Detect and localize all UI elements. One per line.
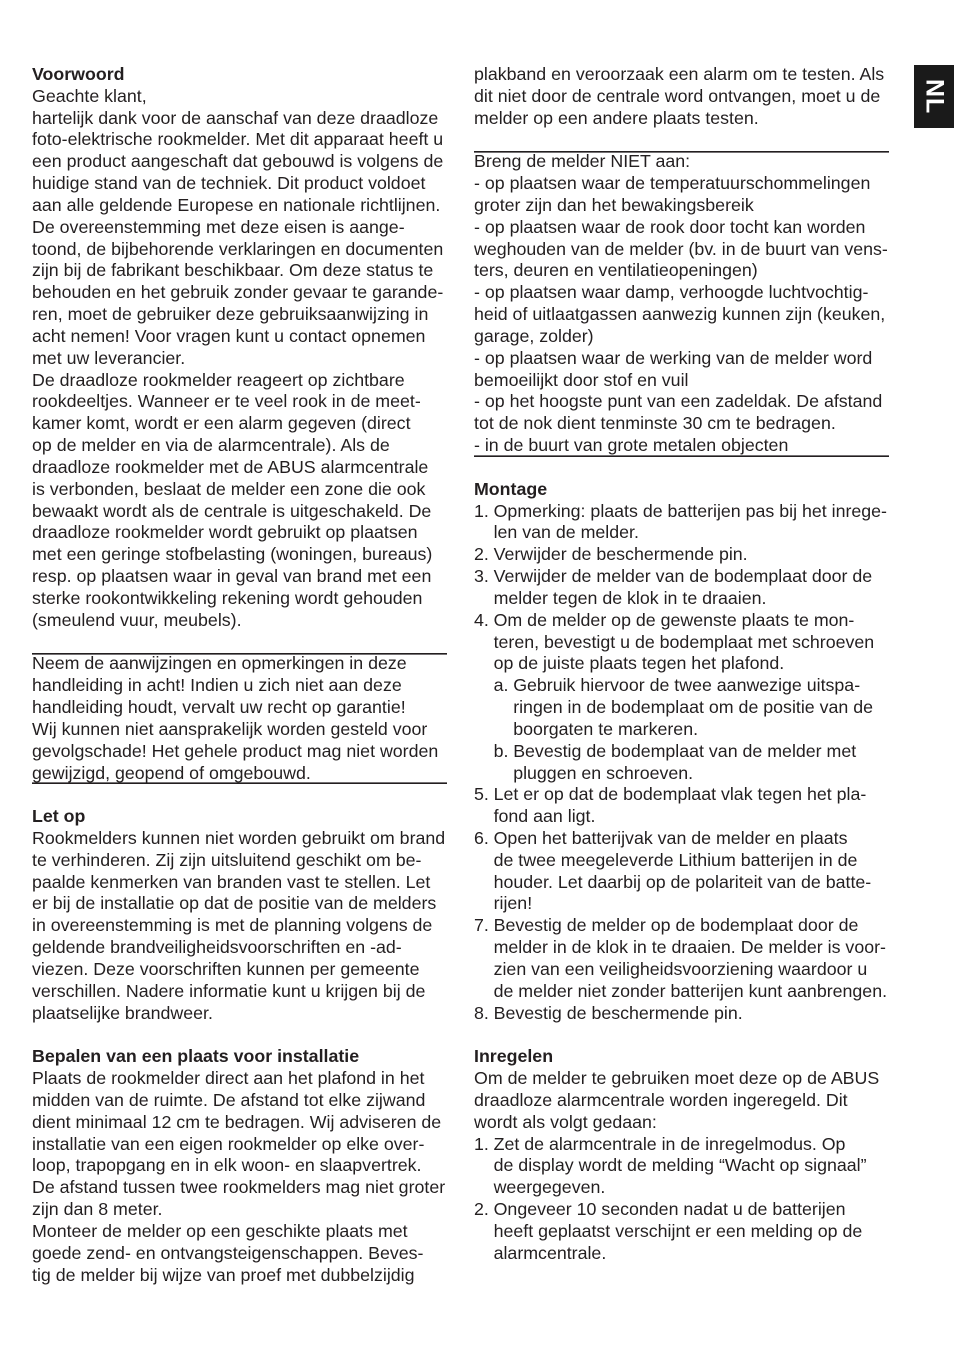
warranty-notice-box — [32, 653, 447, 784]
text-line: Verwijder de melder van de bodemplaat door de — [493, 566, 873, 587]
text-line: Zet de alarmcentrale in de inregelmodus. Op — [493, 1133, 846, 1154]
text-line: foto-elektrische rookmelder. Met dit apparaat heeft u — [32, 129, 444, 150]
list-item — [474, 1134, 889, 1199]
voorwoord-function-paragraph — [32, 370, 447, 632]
text-line: geldende brandveiligheidsvoorschriften en -ad- — [32, 937, 402, 958]
text-line: ringen in de bodemplaat om de positie van de — [513, 697, 874, 718]
text-line: te verhinderen. Zij zijn uitsluitend geschikt om be- — [32, 849, 422, 870]
text-line: installatie van een eigen rookmelder op elke over- — [32, 1133, 425, 1154]
list-item-number: 8. — [474, 1002, 489, 1023]
text-line: wordt als volgt gedaan: — [474, 1111, 657, 1132]
text-line: rookdeeltjes. Wanneer er te veel rook in de meet- — [32, 391, 421, 412]
text-line: Om de melder op de gewenste plaats te mon- — [493, 609, 855, 630]
do-not-install-item — [474, 217, 889, 282]
text-line: toond, de bijbehorende verklaringen en documenten — [32, 238, 444, 259]
list-item-number: 1. — [474, 1133, 489, 1154]
text-line: er bij de installatie op dat de positie van de melders — [32, 893, 437, 914]
voorwoord-intro-paragraph — [32, 108, 447, 370]
do-not-install-item — [474, 173, 889, 217]
installation-location-heading: Bepalen van een plaats voor installatie — [32, 1046, 360, 1067]
list-subitem-text — [513, 675, 889, 740]
text-line: melder op een andere plaats testen. — [474, 107, 759, 128]
text-line: melder tegen de klok in te draaien. — [493, 587, 767, 608]
text-line: draadloze alarmcentrale worden ingeregeld. Dit — [474, 1089, 848, 1110]
text-line: Bevestig de bodemplaat van de melder met — [513, 740, 857, 761]
text-line: dient minimaal 12 cm te bedragen. Wij adviseren de — [32, 1111, 442, 1132]
text-line: Gebruik hiervoor de twee aanwezige uitspa- — [513, 675, 861, 696]
language-tab — [914, 65, 954, 128]
text-line: kamer komt, wordt er een alarm gegeven (direct — [32, 413, 411, 434]
text-line: de display wordt de melding “Wacht op signaal” — [493, 1155, 867, 1176]
text-line: loop, trapopgang en in elk woon- en slaapvertrek. — [32, 1155, 422, 1176]
text-line: behouden en het gebruik zonder gevaar te garande- — [32, 282, 444, 303]
list-subitem-letter: a. — [493, 675, 509, 696]
text-line: ters, deuren en ventilatieopeningen) — [474, 260, 758, 281]
text-line: verschillen. Nadere informatie kunt u krijgen bij de — [32, 980, 426, 1001]
inregelen-intro-paragraph — [474, 1068, 889, 1133]
text-line: Open het batterijvak van de melder en plaats — [493, 827, 848, 848]
text-line: alarmcentrale. — [493, 1242, 607, 1263]
list-item-number: 5. — [474, 784, 489, 805]
text-line: tot de nok dient tenminste 30 cm te bedragen. — [474, 413, 836, 434]
do-not-install-title: Breng de melder NIET aan: — [474, 151, 691, 172]
text-line: melder in de klok in te draaien. De melder is voor- — [493, 937, 886, 958]
text-line: houder. Let daarbij op de polariteit van de batte- — [493, 871, 872, 892]
text-line: met een geringe stofbelasting (woningen, bureaus) — [32, 544, 433, 565]
text-line: aan alle geldende Europese en nationale richtlijnen. — [32, 194, 441, 215]
text-line: - in de buurt van grote metalen objecten — [474, 435, 789, 456]
text-line: De overeenstemming met deze eisen is aange- — [32, 216, 405, 237]
text-line: heeft geplaatst verschijnt er een melding op de — [493, 1220, 863, 1241]
text-line: een product aangeschaft dat gebouwd is volgens de — [32, 151, 444, 172]
text-line: len van de melder. — [493, 522, 639, 543]
text-line: Monteer de melder op een geschikte plaats met — [32, 1220, 408, 1241]
text-line: rijen! — [493, 893, 533, 914]
text-line: in overeenstemming is met de planning volgens de — [32, 915, 433, 936]
text-line: huidige stand van de techniek. Dit product voldoet — [32, 173, 426, 194]
text-line: heid of uitlaatgassen aanwezig kunnen zijn (keuken, — [474, 304, 886, 325]
text-line: op de juiste plaats tegen het plafond. — [493, 653, 785, 674]
text-line: boorgaten te markeren. — [513, 718, 699, 739]
list-item-number: 7. — [474, 915, 489, 936]
list-item — [474, 828, 889, 915]
text-line: met uw leverancier. — [32, 347, 186, 368]
text-line: (smeulend vuur, meubels). — [32, 609, 242, 630]
text-line: de twee meegeleverde Lithium batterijen in de — [493, 849, 858, 870]
text-line: zijn bij de fabrikant beschikbaar. Om deze status te — [32, 260, 434, 281]
text-line: resp. op plaatsen waar in geval van brand met een — [32, 566, 432, 587]
installation-location-section — [32, 1046, 447, 1286]
let-op-paragraph — [32, 828, 447, 1024]
list-item-number: 6. — [474, 827, 489, 848]
text-line: - op het hoogste punt van een zadeldak. De afstand — [474, 391, 883, 412]
list-item-text — [494, 784, 889, 828]
text-line: is verbonden, beslaat de melder een zone die ook — [32, 478, 426, 499]
language-tab-label: NL — [920, 78, 949, 115]
text-line: viezen. Deze voorschriften kunnen per gemeente — [32, 958, 420, 979]
list-item-text — [494, 915, 889, 1002]
list-item — [474, 1003, 889, 1025]
let-op-section — [32, 806, 447, 1024]
list-item-number: 3. — [474, 566, 489, 587]
text-line: handleiding in acht! Indien u zich niet aan deze — [32, 675, 402, 696]
text-line: midden van de ruimte. De afstand tot elke zijwand — [32, 1089, 426, 1110]
text-line: zijn dan 8 meter. — [32, 1199, 163, 1220]
text-line: hartelijk dank voor de aanschaf van deze draadloze — [32, 107, 439, 128]
greeting: Geachte klant, — [32, 85, 147, 106]
text-line: Let er op dat de bodemplaat vlak tegen het pla- — [493, 784, 867, 805]
inregelen-heading: Inregelen — [474, 1046, 554, 1067]
text-line: bewaakt wordt als de centrale is uitgeschakeld. De — [32, 500, 432, 521]
voorwoord-heading: Voorwoord — [32, 64, 125, 84]
right-column — [474, 64, 889, 1265]
list-item-text — [494, 610, 889, 785]
text-line: Neem de aanwijzingen en opmerkingen in deze — [32, 653, 407, 674]
text-line: De draadloze rookmelder reageert op zichtbare — [32, 369, 405, 390]
text-line: sterke rookontwikkeling rekening wordt gehouden — [32, 587, 423, 608]
position-paragraph — [32, 1068, 447, 1221]
text-line: plakband en veroorzaak een alarm om te testen. Als — [474, 64, 885, 84]
test-paragraph — [32, 1221, 447, 1286]
text-line: pluggen en schroeven. — [513, 762, 694, 783]
text-line: weergegeven. — [493, 1177, 606, 1198]
text-line: ren, moet de gebruiker deze gebruiksaanwijzing in — [32, 304, 429, 325]
do-not-install-item — [474, 391, 889, 435]
montage-steps-list — [474, 501, 889, 1025]
inregelen-steps-list — [474, 1134, 889, 1265]
text-line: goede zend- en ontvangsteigenschappen. Beves- — [32, 1242, 424, 1263]
list-item-number: 4. — [474, 609, 489, 630]
list-item-number: 1. — [474, 500, 489, 521]
text-line: de melder niet zonder batterijen kunt aanbrengen. — [493, 980, 888, 1001]
text-line: gevolgschade! Het gehele product mag niet worden — [32, 740, 439, 761]
montage-section — [474, 479, 889, 1025]
text-line: op de melder en via de alarmcentrale). Als de — [32, 435, 390, 456]
text-line: handleiding houdt, vervalt uw recht op garantie! — [32, 697, 406, 718]
do-not-install-item — [474, 435, 889, 457]
list-item — [474, 566, 889, 610]
inregelen-section — [474, 1046, 889, 1264]
text-line: Om de melder te gebruiken moet deze op de ABUS — [474, 1068, 880, 1089]
text-line: Wij kunnen niet aansprakelijk worden gesteld voor — [32, 718, 428, 739]
list-item — [474, 784, 889, 828]
text-line: - op plaatsen waar de rook door tocht kan worden — [474, 216, 866, 237]
montage-heading: Montage — [474, 478, 548, 499]
text-line: paalde kenmerken van branden vast te stellen. Let — [32, 871, 431, 892]
text-line: groter zijn dan het bewakingsbereik — [474, 194, 754, 215]
text-line: draadloze rookmelder met de ABUS alarmcentrale — [32, 456, 429, 477]
text-line: tig de melder bij wijze van proef met dubbelzijdig — [32, 1264, 415, 1285]
list-item-text — [494, 1199, 889, 1264]
text-line: garage, zolder) — [474, 325, 594, 346]
let-op-heading: Let op — [32, 806, 86, 827]
list-item — [474, 915, 889, 1002]
list-item-text — [494, 1003, 889, 1025]
text-line: Plaats de rookmelder direct aan het plafond in het — [32, 1068, 425, 1089]
list-subitem-text — [513, 741, 889, 785]
do-not-install-item — [474, 282, 889, 347]
text-line: bemoeilijkt door stof en vuil — [474, 369, 689, 390]
text-line: - op plaatsen waar damp, verhoogde luchtvochtig- — [474, 282, 869, 303]
list-item-number: 2. — [474, 544, 489, 565]
text-line: acht nemen! Voor vragen kunt u contact opnemen — [32, 325, 426, 346]
list-subitem — [494, 741, 889, 785]
text-line: - op plaatsen waar de werking van de melder word — [474, 347, 873, 368]
left-column — [32, 64, 447, 1286]
text-line: draadloze rookmelder wordt gebruikt op plaatsen — [32, 522, 418, 543]
list-item — [474, 610, 889, 785]
list-item-text — [494, 566, 889, 610]
do-not-install-box — [474, 151, 889, 457]
text-line: Verwijder de beschermende pin. — [493, 544, 748, 565]
test-paragraph-continued — [474, 64, 889, 129]
text-line: - op plaatsen waar de temperatuurschommelingen — [474, 173, 871, 194]
text-line: Bevestig de beschermende pin. — [493, 1002, 743, 1023]
voorwoord-section — [32, 64, 447, 632]
list-item — [474, 501, 889, 545]
list-subitem-letter: b. — [493, 740, 509, 761]
text-line: fond aan ligt. — [493, 806, 596, 827]
list-item-text — [494, 1134, 889, 1199]
list-item — [474, 544, 889, 566]
text-line: plaatselijke brandweer. — [32, 1002, 213, 1023]
do-not-install-item — [474, 348, 889, 392]
text-line: zien van een veiligheidsvoorziening waardoor u — [493, 958, 868, 979]
text-line: Opmerking: plaats de batterijen pas bij het inrege- — [493, 500, 887, 521]
list-item-text — [494, 501, 889, 545]
text-line: Ongeveer 10 seconden nadat u de batterijen — [493, 1199, 846, 1220]
list-item-text — [494, 544, 889, 566]
list-item-text — [494, 828, 889, 915]
text-line: Rookmelders kunnen niet worden gebruikt om brand — [32, 827, 446, 848]
text-line: teren, bevestigt u de bodemplaat met schroeven — [493, 631, 875, 652]
list-item — [474, 1199, 889, 1264]
text-line: De afstand tussen twee rookmelders mag niet groter — [32, 1177, 446, 1198]
text-line: gewijzigd, geopend of omgebouwd. — [32, 762, 311, 783]
text-line: weghouden van de melder (bv. in de buurt van vens- — [474, 238, 888, 259]
text-line: dit niet door de centrale word ontvangen, moet u de — [474, 85, 881, 106]
text-line: Bevestig de melder op de bodemplaat door de — [493, 915, 859, 936]
list-item-number: 2. — [474, 1199, 489, 1220]
list-subitem — [494, 675, 889, 740]
